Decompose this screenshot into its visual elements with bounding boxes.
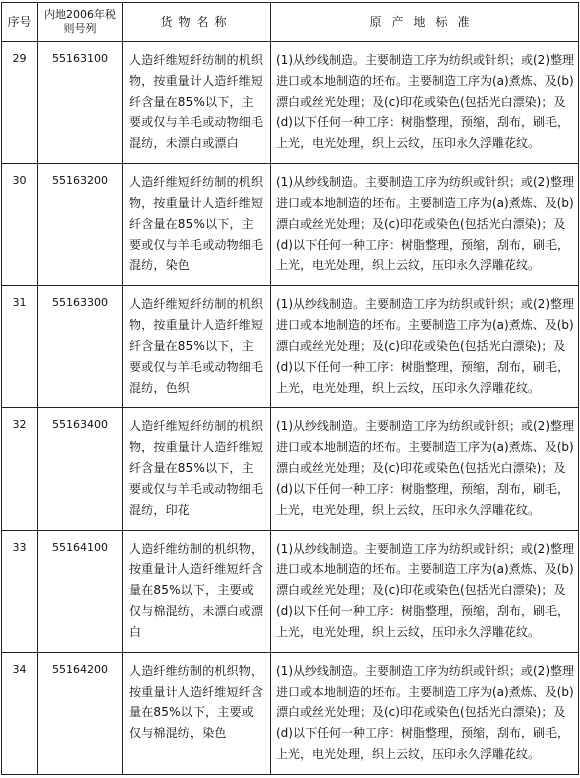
- row-seq: 31: [12, 296, 27, 310]
- row-seq: 30: [12, 174, 27, 188]
- row-tariff-code: 55163100: [52, 52, 108, 65]
- table-body: [2, 42, 579, 775]
- origin-standard-table: [1, 2, 579, 775]
- table-row: [2, 408, 579, 530]
- table-row: [2, 164, 579, 286]
- row-goods-name: 人造纤维纺制的机织物，按重量计人造纤维短纤含量在85%以下，主要或仅与棉混纺，染色: [129, 663, 264, 741]
- row-tariff-code: 55163400: [52, 418, 108, 432]
- row-origin-standard: (1)从纱线制造。主要制造工序为纺织或针织；或(2)整理进口或本地制造的坯布。主要制造工序为(a)煮炼、及(b)漂白或丝光处理；及(c)印花或染色(包括光白漂染)；及(d)以下任何一种工序：树脂整理，预缩，刮布，刷毛，上光，电光处理，织上云纹，压印永久浮雕花纹。: [276, 53, 574, 151]
- table-row: [2, 530, 579, 652]
- row-seq: 33: [12, 540, 27, 554]
- row-goods-name: 人造纤维短纤纺制的机织物，按重量计人造纤维短纤含量在85%以下，主要或仅与羊毛或动物细毛混纺，印花: [129, 419, 264, 517]
- row-tariff-code: 55163300: [52, 296, 108, 310]
- row-seq: 32: [12, 418, 27, 432]
- row-seq: 34: [12, 662, 27, 676]
- header-code: 内地2006年税则号列: [38, 3, 123, 42]
- row-tariff-code: 55164100: [52, 540, 108, 554]
- header-name: 货物名称: [123, 3, 271, 42]
- row-origin-standard: (1)从纱线制造。主要制造工序为纺织或针织；或(2)整理进口或本地制造的坯布。主要制造工序为(a)煮炼、及(b)漂白或丝光处理；及(c)印花或染色(包括光白漂染)；及(d)以下任何一种工序：树脂整理，预缩，刮布，刷毛，上光，电光处理，织上云纹，压印永久浮雕花纹。: [276, 175, 574, 273]
- row-seq: 29: [12, 52, 27, 65]
- row-tariff-code: 55163200: [52, 174, 108, 188]
- row-origin-standard: (1)从纱线制造。主要制造工序为纺织或针织；或(2)整理进口或本地制造的坯布。主要制造工序为(a)煮炼、及(b)漂白或丝光处理；及(c)印花或染色(包括光白漂染)；及(d)以下任何一种工序：树脂整理，预缩，刮布，刷毛，上光，电光处理，织上云纹，压印永久浮雕花纹。: [276, 541, 574, 639]
- header-standard: 原产地标准: [271, 3, 579, 42]
- header-seq: 序号: [2, 3, 38, 42]
- row-origin-standard: (1)从纱线制造。主要制造工序为纺织或针织；或(2)整理进口或本地制造的坯布。主要制造工序为(a)煮炼、及(b)漂白或丝光处理；及(c)印花或染色(包括光白漂染)；及(d)以下任何一种工序：树脂整理，预缩，刮布，刷毛，上光，电光处理，织上云纹，压印永久浮雕花纹。: [276, 297, 574, 395]
- row-origin-standard: (1)从纱线制造。主要制造工序为纺织或针织；或(2)整理进口或本地制造的坯布。主要制造工序为(a)煮炼、及(b)漂白或丝光处理；及(c)印花或染色(包括光白漂染)；及(d)以下任何一种工序：树脂整理，预缩，刮布，刷毛，上光，电光处理，织上云纹，压印永久浮雕花纹。: [276, 663, 574, 761]
- row-goods-name: 人造纤维短纤纺制的机织物，按重量计人造纤维短纤含量在85%以下，主要或仅与羊毛或动物细毛混纺，未漂白或漂白: [129, 53, 264, 151]
- row-goods-name: 人造纤维短纤纺制的机织物，按重量计人造纤维短纤含量在85%以下，主要或仅与羊毛或动物细毛混纺，色织: [129, 297, 264, 395]
- table-row: [2, 652, 579, 774]
- row-tariff-code: 55164200: [52, 662, 108, 676]
- table-row: [2, 42, 579, 164]
- row-goods-name: 人造纤维短纤纺制的机织物，按重量计人造纤维短纤含量在85%以下，主要或仅与羊毛或动物细毛混纺，染色: [129, 175, 264, 273]
- row-origin-standard: (1)从纱线制造。主要制造工序为纺织或针织；或(2)整理进口或本地制造的坯布。主要制造工序为(a)煮炼、及(b)漂白或丝光处理；及(c)印花或染色(包括光白漂染)；及(d)以下任何一种工序：树脂整理，预缩，刮布，刷毛，上光，电光处理，织上云纹，压印永久浮雕花纹。: [276, 419, 574, 517]
- table-row: [2, 286, 579, 408]
- row-goods-name: 人造纤维纺制的机织物，按重量计人造纤维短纤含量在85%以下，主要或仅与棉混纺，未漂白或漂白: [129, 541, 264, 639]
- header-row: [2, 3, 579, 42]
